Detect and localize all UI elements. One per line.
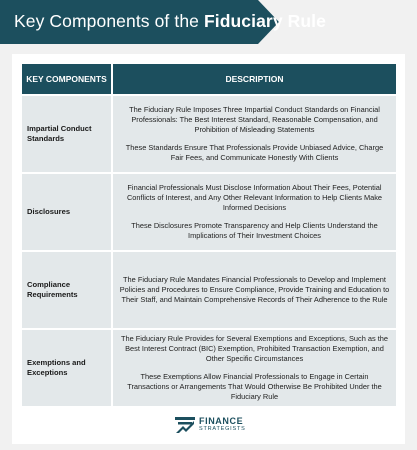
table-row bbox=[22, 330, 396, 406]
description-paragraph: The Fiduciary Rule Mandates Financial Professionals to Develop and Implement Policies and Procedures to Ensure Compliance, Provide Training and Education to Their Staff, and Maintain Comprehensive Records of Their Adherence to the Rule bbox=[119, 275, 390, 304]
component-name: Exemptions and Exceptions bbox=[22, 330, 111, 406]
description-paragraph: These Disclosures Promote Transparency and Help Clients Understand the Implications of Their Investment Choices bbox=[131, 220, 378, 240]
component-name: Disclosures bbox=[22, 174, 111, 250]
component-description bbox=[113, 96, 396, 172]
component-name: Compliance Requirements bbox=[22, 252, 111, 328]
table-header bbox=[22, 64, 396, 94]
logo-wordmark bbox=[199, 417, 246, 433]
table-row bbox=[22, 252, 396, 328]
description-paragraph: The Fiduciary Rule Imposes Three Impartial Conduct Standards on Financial Professionals: The Best Interest Standard, Reasonable Compensation, and Prohibition of Misleading Statements bbox=[129, 105, 380, 135]
logo-line-2: STRATEGISTS bbox=[199, 426, 246, 433]
component-description bbox=[113, 174, 396, 250]
title-regular: Key Components of the bbox=[14, 11, 204, 31]
component-description bbox=[113, 252, 396, 328]
description-paragraph: These Standards Ensure That Professionals Provide Unbiased Advice, Charge Fair Fees, and Communicate Honestly With Clients bbox=[125, 142, 384, 162]
components-table bbox=[22, 64, 396, 406]
component-description bbox=[113, 330, 396, 406]
description-paragraph: These Exemptions Allow Financial Professionals to Engage in Certain Transactions or Arrangements That Would Otherwise Be Prohibited Under the Fiduciary Rule bbox=[127, 372, 382, 401]
description-paragraph: The Fiduciary Rule Provides for Several Exemptions and Exceptions, Such as the Best Interest Contract (BIC) Exemption, Prohibited Transaction Exemption, and Other Specific Circumstances bbox=[120, 334, 388, 364]
header-description: DESCRIPTION bbox=[113, 64, 396, 94]
logo-line-1: FINANCE bbox=[199, 416, 244, 427]
finance-strategists-logo bbox=[175, 416, 246, 434]
table-row bbox=[22, 96, 396, 172]
title-bold: Fiduciary Rule bbox=[203, 11, 326, 31]
header-key-components: KEY COMPONENTS bbox=[22, 64, 111, 94]
finance-strategists-logo-icon bbox=[175, 417, 195, 434]
component-name: Impartial Conduct Standards bbox=[22, 96, 111, 172]
table-row bbox=[22, 174, 396, 250]
description-paragraph: Financial Professionals Must Disclose Information About Their Fees, Potential Conflicts of Interest, and Any Other Relevant Information to Help Clients Make Informed Decisions bbox=[126, 183, 383, 213]
page-title bbox=[14, 11, 326, 32]
content-card bbox=[12, 54, 405, 444]
